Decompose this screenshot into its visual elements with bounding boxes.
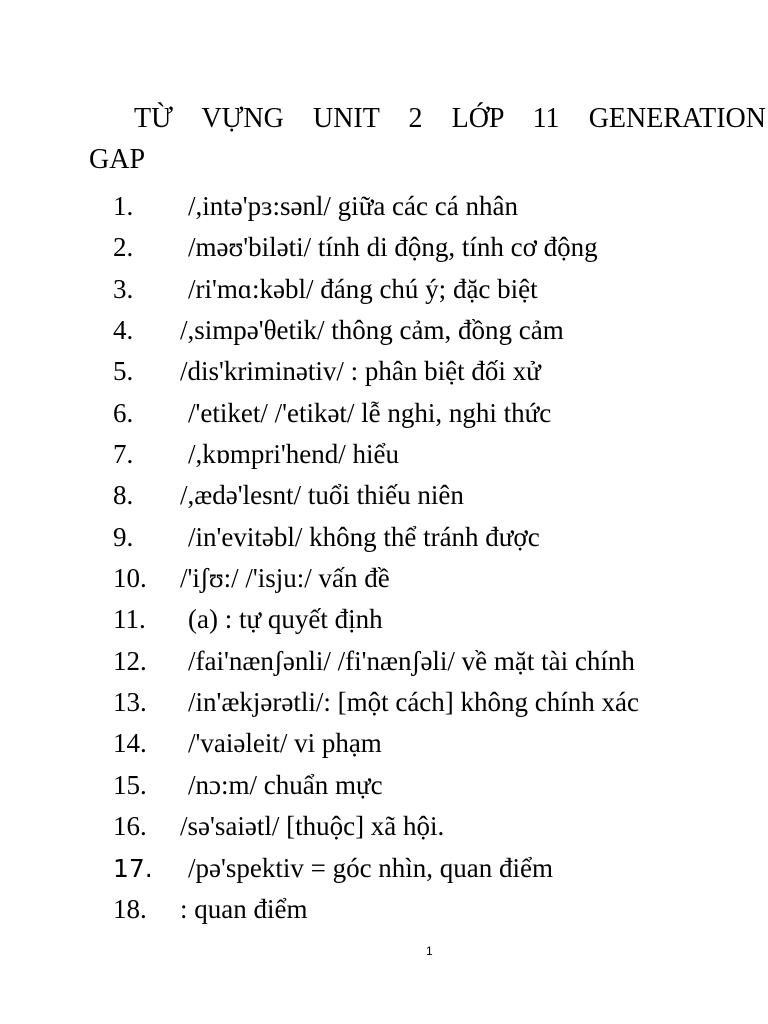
item-number: 2. <box>113 232 134 263</box>
document-title: TỪ VỰNG UNIT 2 LỚP 11 GENERATION <box>134 103 766 134</box>
item-text: /in'evitəbl/ không thể tránh được <box>188 521 540 552</box>
list-item <box>0 310 768 351</box>
item-number: 5. <box>113 356 134 387</box>
item-text: /pə'spektiv = góc nhìn, quan điểm <box>188 852 554 883</box>
item-number: 17. <box>113 853 153 883</box>
item-number: 15. <box>113 769 147 800</box>
item-text: /,intə'pɜ:sənl/ giữa các cá nhân <box>188 191 518 221</box>
item-text: /ri'mɑ:kəbl/ đáng chú ý; đặc biệt <box>188 273 538 304</box>
document-title-continuation: GAP <box>89 144 146 175</box>
item-text: : quan điểm <box>180 893 308 924</box>
item-number: 12. <box>113 645 147 676</box>
item-number: 8. <box>113 480 134 511</box>
list-item <box>0 765 768 806</box>
list-item <box>0 517 768 558</box>
list-item <box>0 434 768 475</box>
item-text: (a) : tự quyết định <box>188 604 383 635</box>
list-item <box>0 723 768 764</box>
list-item <box>0 641 768 682</box>
list-item <box>0 351 768 392</box>
item-number: 13. <box>113 687 147 718</box>
item-number: 4. <box>113 315 134 346</box>
item-number: 11. <box>113 604 146 635</box>
item-number: 10. <box>113 563 147 594</box>
item-text: /dis'kriminətiv/ : phân biệt đối xử <box>180 356 541 387</box>
item-number: 14. <box>113 728 147 759</box>
list-item <box>0 475 768 516</box>
item-number: 16. <box>113 811 147 842</box>
item-number: 1. <box>113 191 134 221</box>
list-item <box>0 806 768 847</box>
item-text: /məʊ'biləti/ tính di động, tính cơ động <box>188 232 598 263</box>
list-item <box>0 889 768 930</box>
vocabulary-list <box>0 186 768 930</box>
item-text: /,simpə'θetik/ thông cảm, đồng cảm <box>180 315 564 346</box>
list-item <box>0 558 768 599</box>
list-item <box>0 682 768 723</box>
item-number: 6. <box>113 397 134 428</box>
item-number: 9. <box>113 521 134 552</box>
item-text: /sə'saiətl/ [thuộc] xã hội. <box>180 811 445 842</box>
item-text: /fai'nænʃənli/ /fi'nænʃəli/ về mặt tài chính <box>188 645 635 676</box>
item-text: /nɔ:m/ chuẩn mực <box>188 769 383 800</box>
list-item <box>0 599 768 640</box>
item-text: /,ædə'lesnt/ tuổi thiếu niên <box>180 480 464 511</box>
item-text: /'etiket/ /'etikət/ lễ nghi, nghi thức <box>188 397 552 428</box>
list-item <box>0 269 768 310</box>
item-text: /'vaiəleit/ vi phạm <box>188 728 382 759</box>
list-item <box>0 227 768 268</box>
list-item <box>0 848 768 889</box>
page-number: 1 <box>426 944 433 958</box>
item-text: /in'ækjərətli/: [một cách] không chính xác <box>188 687 639 718</box>
item-text: /'iʃʊ:/ /'isju:/ vấn đề <box>180 563 390 594</box>
item-number: 18. <box>113 893 147 924</box>
list-item <box>0 393 768 434</box>
list-item <box>0 186 768 227</box>
item-number: 7. <box>113 439 134 470</box>
item-number: 3. <box>113 273 134 304</box>
item-text: /,kɒmpri'hend/ hiểu <box>188 439 399 470</box>
